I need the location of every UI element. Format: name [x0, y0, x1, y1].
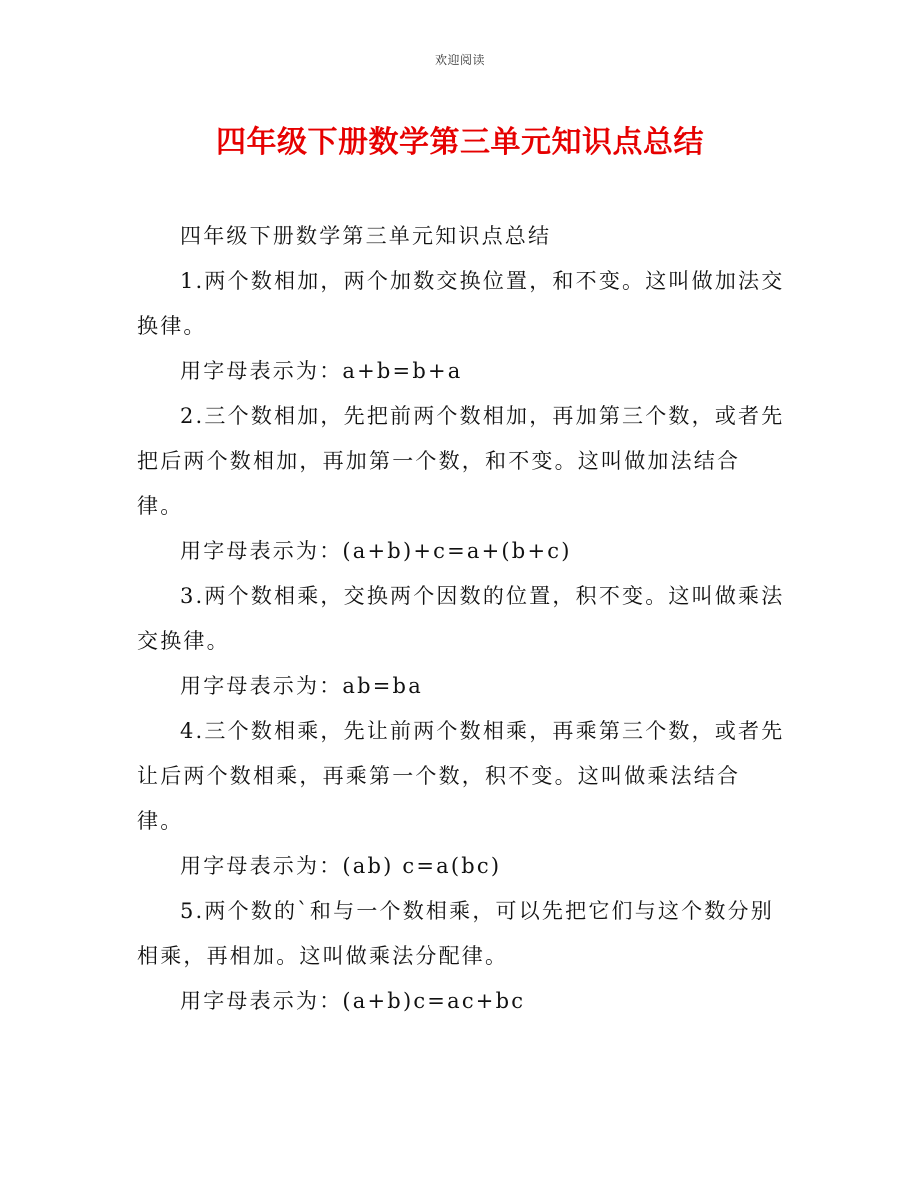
header-note: 欢迎阅读 — [434, 53, 485, 67]
paragraph-subtitle: 四年级下册数学第三单元知识点总结 — [180, 224, 552, 248]
document-title: 四年级下册数学第三单元知识点总结 — [216, 125, 704, 160]
paragraph-formula-3: 用字母表示为：ab=ba — [180, 674, 423, 698]
paragraph-rule-4: 4.三个数相乘，先让前两个数相乘，再乘第三个数，或者先让后两个数相乘，再乘第一个数，积不变。这叫做乘法结合律。 — [137, 719, 785, 833]
paragraph-rule-1: 1.两个数相加，两个加数交换位置，和不变。这叫做加法交换律。 — [137, 269, 785, 338]
document-body — [137, 214, 785, 1024]
paragraph-formula-2: 用字母表示为：(a+b)+c=a+(b+c) — [180, 539, 572, 563]
paragraph-rule-5: 5.两个数的`和与一个数相乘，可以先把它们与这个数分别相乘，再相加。这叫做乘法分配律。 — [137, 899, 774, 968]
paragraph-formula-5: 用字母表示为：(a+b)c=ac+bc — [180, 989, 526, 1013]
paragraph-formula-4: 用字母表示为：(ab) c=a(bc) — [180, 854, 502, 878]
paragraph-rule-2: 2.三个数相加，先把前两个数相加，再加第三个数，或者先把后两个数相加，再加第一个数，和不变。这叫做加法结合律。 — [137, 404, 785, 518]
paragraph-formula-1: 用字母表示为：a+b=b+a — [180, 359, 463, 383]
paragraph-rule-3: 3.两个数相乘，交换两个因数的位置，积不变。这叫做乘法交换律。 — [137, 584, 785, 653]
